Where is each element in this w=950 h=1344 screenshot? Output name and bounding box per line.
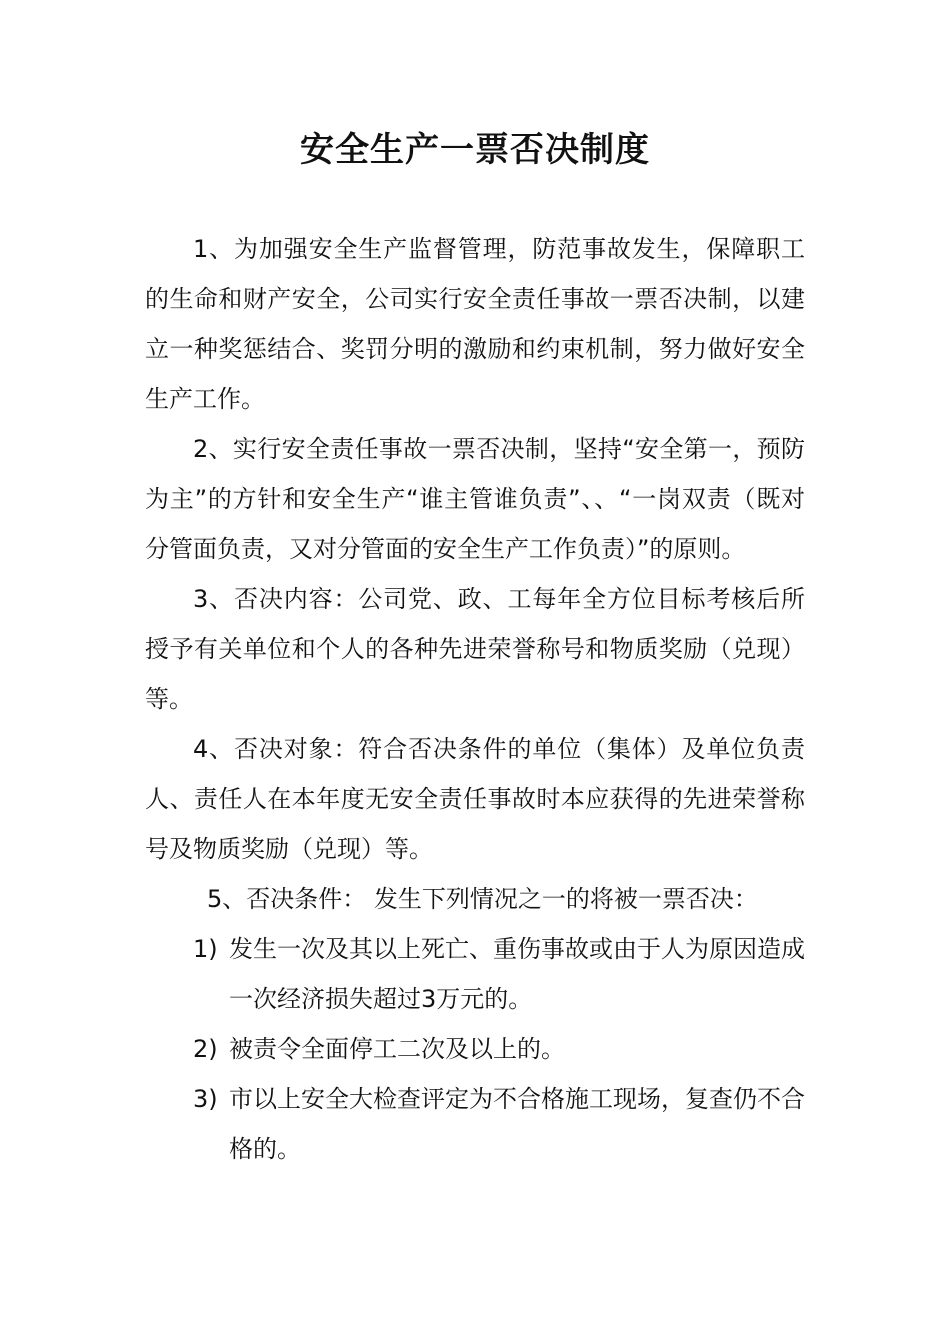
document-title: 安全生产一票否决制度 [300,130,650,170]
condition-number: 2) [193,1035,218,1063]
condition-number: 1) [193,935,218,963]
condition-text: 发生一次及其以上死亡、重伤事故或由于人为原因造成一次经济损失超过3万元的。 [229,935,805,1013]
paragraph-4: 4、否决对象：符合否决条件的单位（集体）及单位负责人、责任人在本年度无安全责任事故时本应获得的先进荣誉称号及物质奖励（兑现）等。 [145,735,805,863]
condition-item-3 [145,1074,805,1174]
paragraph-2: 2、实行安全责任事故一票否决制，坚持“安全第一，预防为主”的方针和安全生产“谁主管谁负责”、、“一岗双责（既对分管面负责，又对分管面的安全生产工作负责）”的原则。 [145,435,805,563]
document-body [145,224,805,1174]
condition-item-2 [145,1024,805,1074]
paragraph-3: 3、否决内容：公司党、政、工每年全方位目标考核后所授予有关单位和个人的各种先进荣誉称号和物质奖励（兑现）等。 [145,585,805,713]
condition-number: 3) [193,1085,218,1113]
condition-item-1 [145,924,805,1024]
paragraph-1: 1、为加强安全生产监督管理，防范事故发生，保障职工的生命和财产安全，公司实行安全责任事故一票否决制，以建立一种奖惩结合、奖罚分明的激励和约束机制，努力做好安全生产工作。 [145,235,805,413]
conditions-heading: 5、否决条件： 发生下列情况之一的将被一票否决： [207,885,758,913]
condition-text: 市以上安全大检查评定为不合格施工现场，复查仍不合格的。 [229,1085,805,1163]
condition-text: 被责令全面停工二次及以上的。 [229,1035,565,1063]
